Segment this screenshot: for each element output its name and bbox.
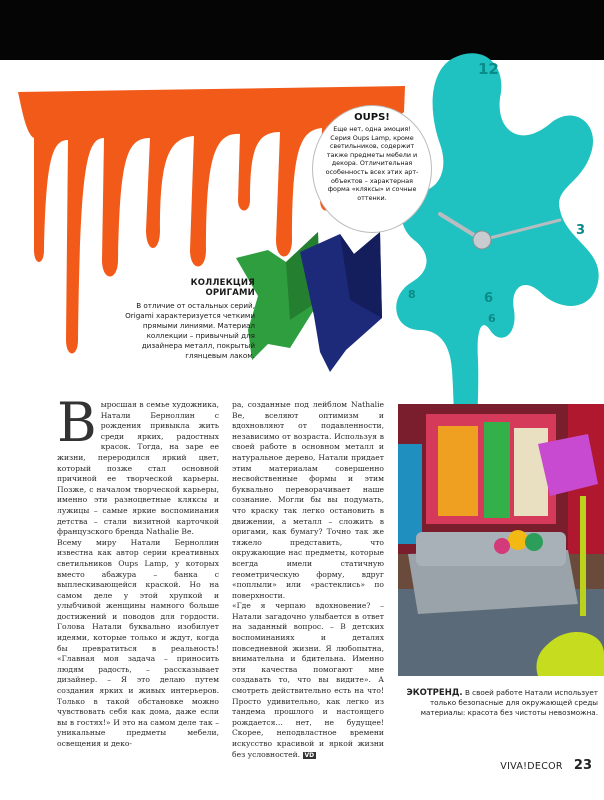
- page-footer: [500, 754, 592, 773]
- article-column-1: [57, 391, 219, 750]
- article-paragraph-3: ра, созданные под лейблом Nathalie Be, вселяют оптимизм и вдохновляют от подавленности, независимо от возраста. Используя в своей работе в основном металл и натуральное дерево, Натали придает этим материалам совершенно несвойственные формы и этим буквально переворачивает наше сознание. Могли бы вы подумать, что краску так легко остановить в движении, а металл – сложить в оригами, как бумагу? Точно так же тяжело представить, что окружающие нас предметы, которые всегда имели статичную геометрическую форму, вдруг «поплыли» или «растеклись» по поверхности.: [232, 400, 384, 600]
- magazine-name: VIVA!DECOR: [500, 761, 563, 772]
- trend-text: В своей работе Натали использует только безопасные для окружающей среды материалы: красота без чистоты невозможна.: [420, 688, 598, 717]
- origami-caption: [120, 278, 255, 361]
- clock-number-12: 12: [478, 60, 499, 78]
- clock-center-icon: [473, 231, 491, 249]
- clock-number-6b: 6: [488, 312, 496, 325]
- clock-number-8: 8: [408, 288, 416, 301]
- article-paragraph-2: Всему миру Натали Берноллин известна как автор серии креативных светильников Oups Lamp, у которых вместо абажура – банка с выплескивающейся краской. Но на самом деле у этой хрупкой и улыбчивой женщины намного больше достижений и поводов для гордости. Голова Натали буквально изобилует идеями, которые только и ждут, когда бы превратиться в реальность! «Главная моя задача – приносить людям радость, – рассказывает дизайнер. – Я это делаю путем создания ярких и живых интерьеров. Только в такой обстановке можно чувствовать себя как дома, даже если вы в гостях!» И это на самом деле так – уникальные предметы мебели, освещения и деко-: [57, 537, 219, 748]
- article-lead: ыросшая в семье художника, Натали Берноллин с рождения привыкла жить среди ярких, радостных красок. Тогда, на заре ее жизни, переродился яркий цвет, который позже стал основной причиной ее творческой карьеры. Позже, с началом творческой карьеры, именно эти разноцветные кляксы и лужицы – самые яркие воспоминания детства – стали визитной карточкой французского бренда Nathalie Be.: [57, 400, 219, 537]
- origami-heading-line1: КОЛЛЕКЦИЯ: [190, 278, 255, 288]
- origami-heading-line2: ОРИГАМИ: [205, 288, 255, 298]
- interior-photo: [398, 404, 604, 676]
- trend-heading: ЭКОТРЕНД.: [406, 688, 463, 698]
- oops-title: OUPS!: [354, 112, 390, 123]
- page-number: 23: [573, 758, 592, 773]
- clock-number-6a: 6: [484, 291, 494, 306]
- oops-callout: [312, 105, 432, 233]
- trend-caption: [398, 688, 598, 718]
- article-column-2: [232, 400, 384, 761]
- article-paragraph-4: «Где я черпаю вдохновение? – Натали загадочно улыбается в ответ на заданный вопрос. – В детских воспоминаниях и деталях повседневной жизни. Я любопытна, внимательна и бдительна. Именно эти качества помогают мне создавать то, что вы видите». А смотреть действительно есть на что! Просто удивительно, как легко из тандема прошлого и настоящего рождается… нет, не будущее! Скорее, неподвластное времени искусство красивой и яркой жизни без условностей.: [232, 601, 384, 759]
- origami-caption-text: В отличие от остальных серий, Origami характеризуется четкими прямыми линиями. Материал коллекции – привычный для дизайнера металл, покрытый глянцевым лаком.: [125, 301, 255, 360]
- clock-number-3: 3: [576, 223, 586, 238]
- article-paragraph-4-wrap: [232, 601, 384, 761]
- drop-cap: В: [57, 391, 97, 454]
- oops-text: Еще нет, одна эмоция! Серия Oups Lamp, кроме светильников, содержит также предметы мебели и декора. Отличительная особенность всех этих арт-объектов – характерная форма «кляксы» и сочные оттенки.: [325, 125, 419, 202]
- article-end-mark: VD: [304, 751, 315, 759]
